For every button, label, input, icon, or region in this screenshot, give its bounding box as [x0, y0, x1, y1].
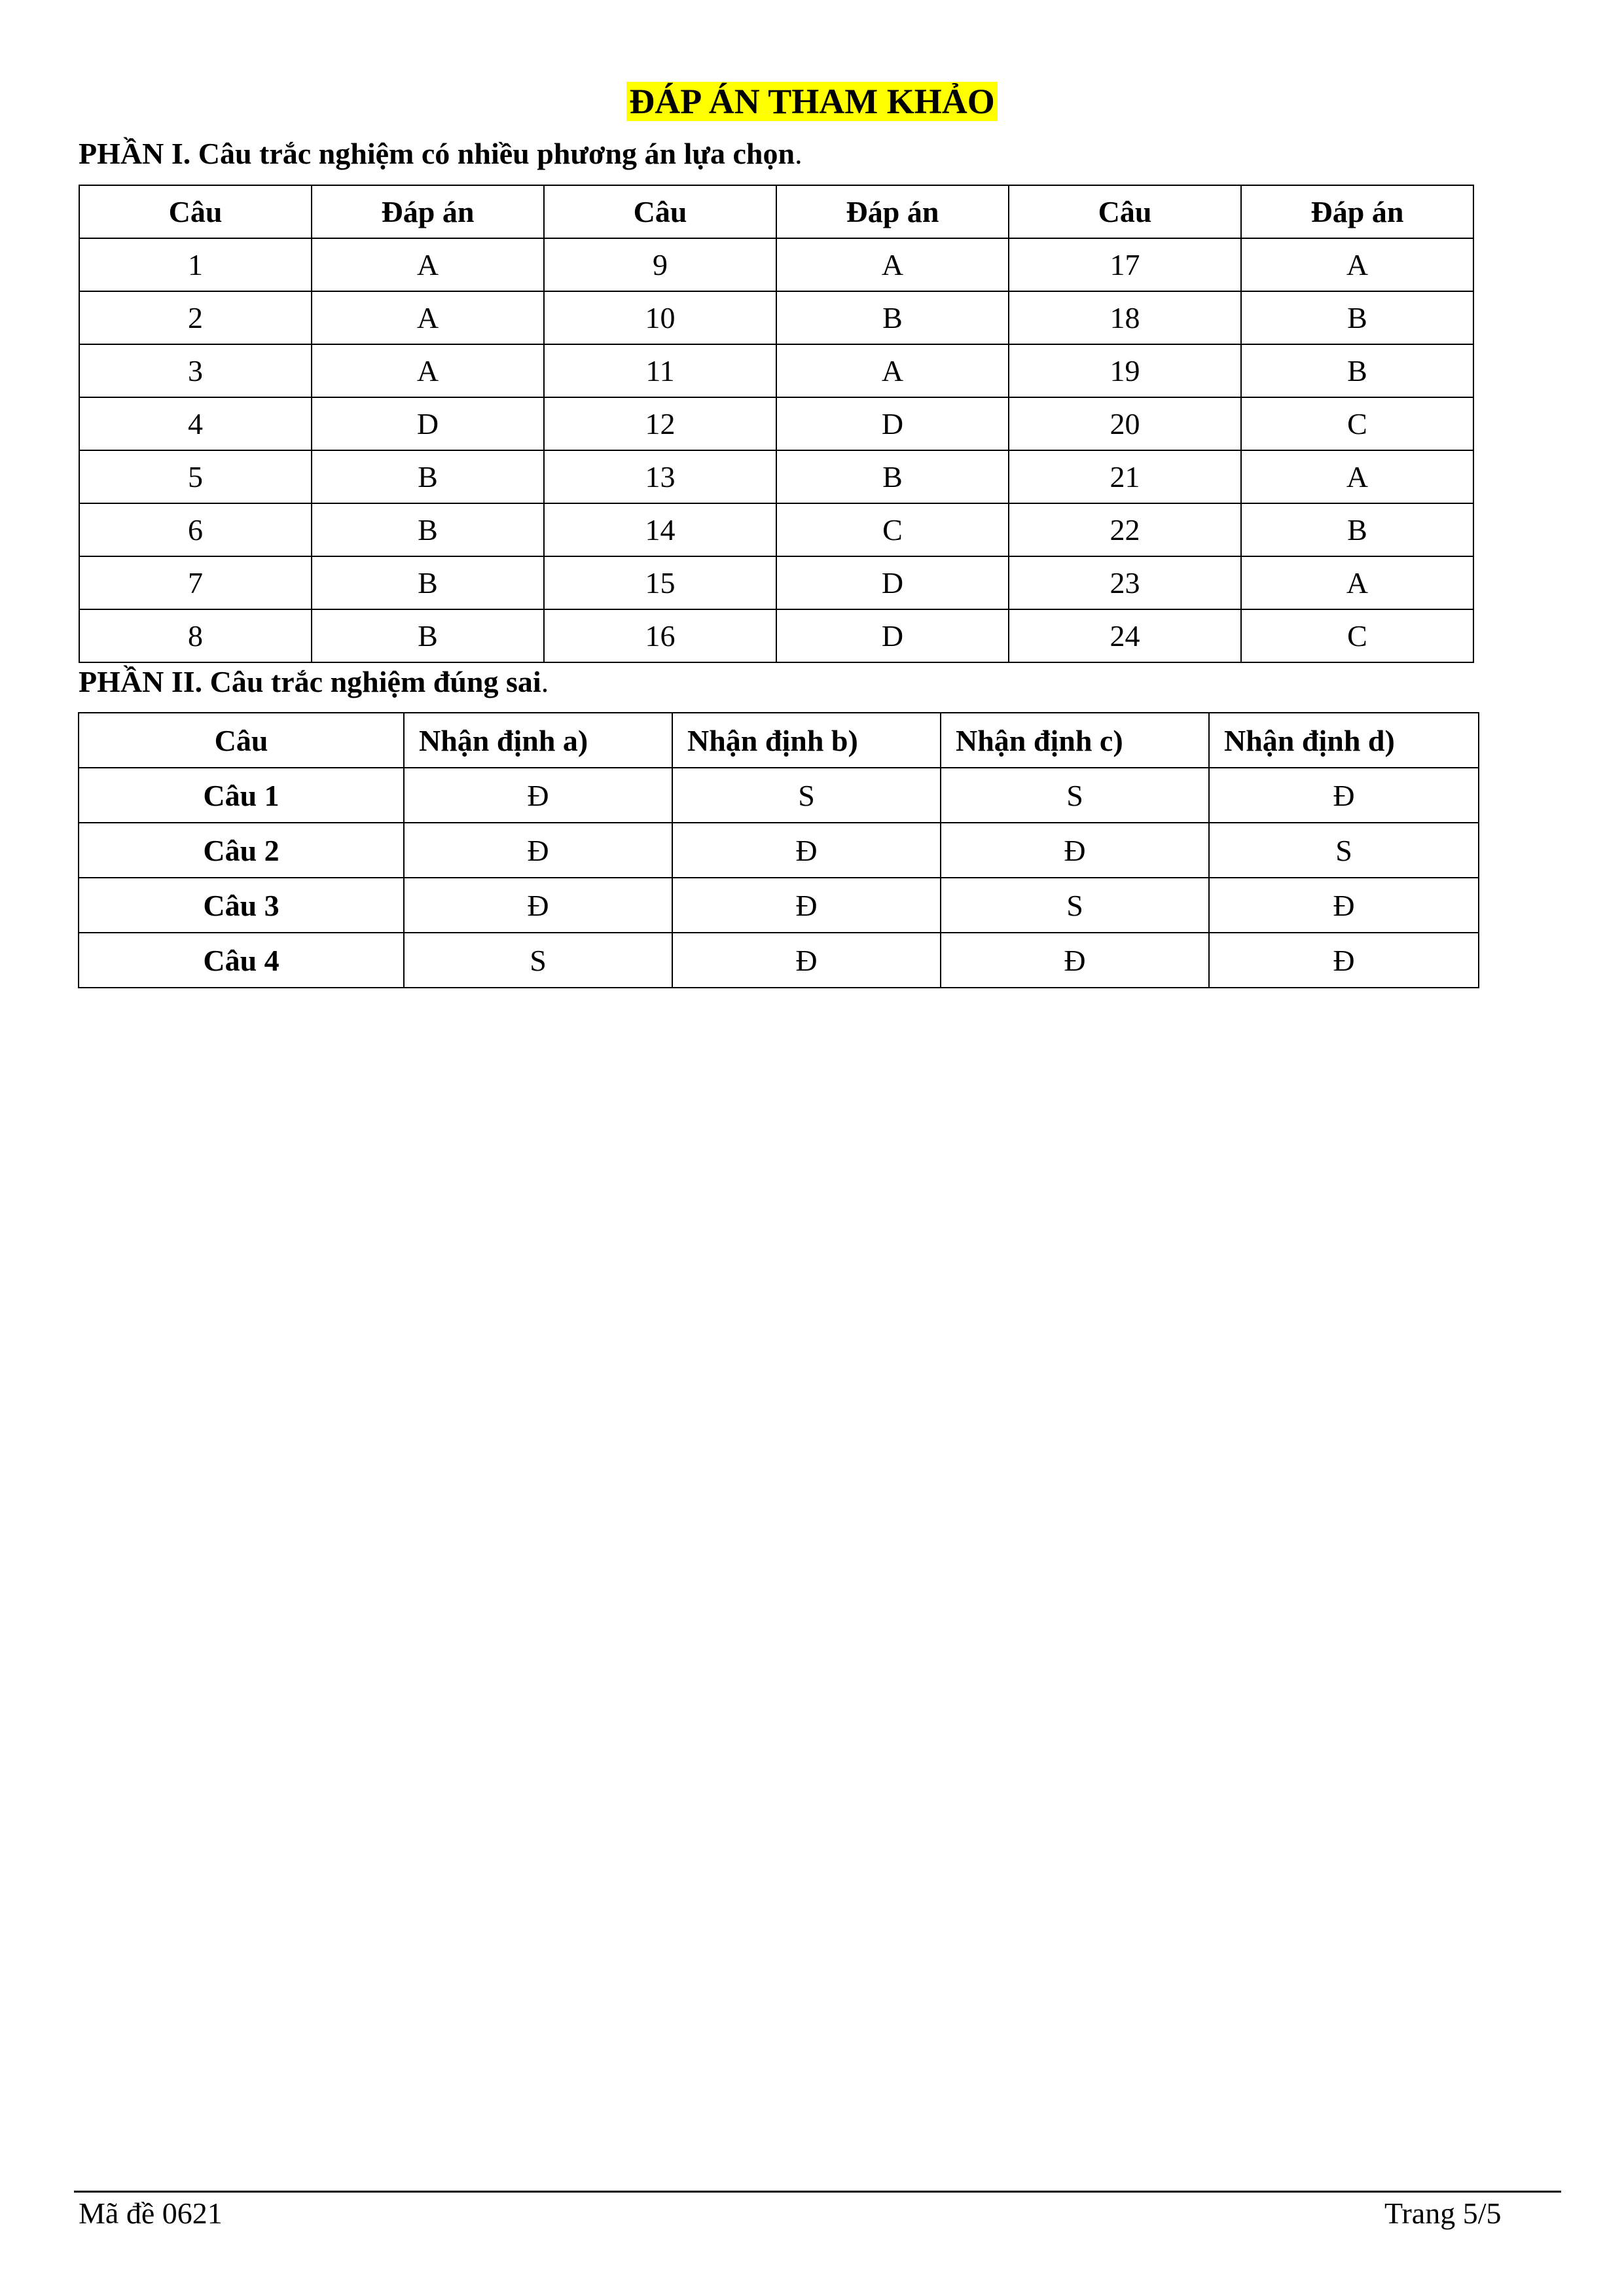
part1-table-cell: C	[1241, 397, 1473, 450]
part1-table-cell: 10	[544, 291, 776, 344]
part1-table-row	[79, 609, 1473, 662]
part1-table-cell: C	[1241, 609, 1473, 662]
part2-table-cell: Đ	[1209, 878, 1479, 933]
part2-table-cell: Đ	[404, 878, 672, 933]
part1-header-cell: Câu	[79, 185, 312, 238]
part1-table-cell: A	[312, 344, 544, 397]
part1-table-cell: 23	[1009, 556, 1241, 609]
part1-table-cell: 8	[79, 609, 312, 662]
part1-table-cell: 20	[1009, 397, 1241, 450]
part2-table-cell: S	[941, 768, 1209, 823]
part2-header-cell: Câu	[79, 713, 404, 768]
part1-table-cell: A	[776, 238, 1009, 291]
part1-table-cell: C	[776, 503, 1009, 556]
part2-table-cell: Đ	[941, 823, 1209, 878]
part1-table-cell: 15	[544, 556, 776, 609]
part1-heading-tail: .	[795, 137, 803, 170]
part1-table-cell: A	[1241, 238, 1473, 291]
part2-header-cell: Nhận định b)	[672, 713, 941, 768]
part2-table-row	[79, 878, 1479, 933]
part1-table-cell: 14	[544, 503, 776, 556]
part2-table-cell: Đ	[404, 768, 672, 823]
part1-table-cell: A	[312, 291, 544, 344]
part1-table-cell: A	[776, 344, 1009, 397]
part1-table-cell: 7	[79, 556, 312, 609]
part1-table-cell: 6	[79, 503, 312, 556]
part1-table-row	[79, 238, 1473, 291]
part1-table-cell: 17	[1009, 238, 1241, 291]
part1-table-cell: A	[1241, 556, 1473, 609]
part1-table-cell: D	[312, 397, 544, 450]
part1-table-cell: 11	[544, 344, 776, 397]
part1-table-cell: B	[1241, 291, 1473, 344]
part1-table-cell: B	[1241, 503, 1473, 556]
part1-table-cell: 24	[1009, 609, 1241, 662]
part2-table-row	[79, 768, 1479, 823]
part2-table-cell: Đ	[672, 933, 941, 988]
part1-table-cell: B	[312, 503, 544, 556]
part1-table-cell: B	[312, 556, 544, 609]
part1-table-cell: 12	[544, 397, 776, 450]
part1-table-cell: 9	[544, 238, 776, 291]
part2-header-cell: Nhận định c)	[941, 713, 1209, 768]
part1-header-cell: Đáp án	[1241, 185, 1473, 238]
part1-table-row	[79, 291, 1473, 344]
part2-table-cell: S	[1209, 823, 1479, 878]
part2-header-row	[79, 713, 1479, 768]
part1-table-cell: 13	[544, 450, 776, 503]
part1-header-cell: Câu	[1009, 185, 1241, 238]
part1-table-cell: 22	[1009, 503, 1241, 556]
part1-table-cell: 5	[79, 450, 312, 503]
part2-table-cell: S	[941, 878, 1209, 933]
part1-table-cell: 3	[79, 344, 312, 397]
part1-table-row	[79, 556, 1473, 609]
part1-table-cell: D	[776, 609, 1009, 662]
part2-heading-bold: PHẦN II. Câu trắc nghiệm đúng sai	[79, 665, 541, 698]
part1-table-cell: D	[776, 556, 1009, 609]
part1-table-cell: 16	[544, 609, 776, 662]
title-text: ĐÁP ÁN THAM KHẢO	[626, 82, 998, 121]
document-title	[0, 75, 1624, 128]
part2-answer-table	[78, 712, 1479, 988]
part1-header-cell: Đáp án	[312, 185, 544, 238]
part1-table-row	[79, 503, 1473, 556]
part2-table-cell: Đ	[672, 823, 941, 878]
part2-heading	[79, 662, 549, 702]
part1-table-row	[79, 344, 1473, 397]
part2-table-cell: Đ	[404, 823, 672, 878]
part1-table-cell: 19	[1009, 344, 1241, 397]
part2-table-row	[79, 823, 1479, 878]
part2-table-cell: S	[404, 933, 672, 988]
part2-table-cell: Đ	[1209, 933, 1479, 988]
footer-page-number: Trang 5/5	[1384, 2197, 1502, 2230]
footer-exam-code: Mã đề 0621	[79, 2197, 223, 2230]
part2-table-cell: S	[672, 768, 941, 823]
part2-table-cell: Câu 3	[79, 878, 404, 933]
part2-table-row	[79, 933, 1479, 988]
part1-table-cell: 18	[1009, 291, 1241, 344]
part1-table-cell: B	[312, 609, 544, 662]
part1-table-cell: 4	[79, 397, 312, 450]
part1-table-cell: 2	[79, 291, 312, 344]
part1-table-cell: B	[312, 450, 544, 503]
part1-table-row	[79, 397, 1473, 450]
part2-table-cell: Câu 1	[79, 768, 404, 823]
part1-table-cell: B	[776, 450, 1009, 503]
part1-heading-bold: PHẦN I. Câu trắc nghiệm có nhiều phương án lựa chọn	[79, 137, 795, 170]
part1-header-cell: Câu	[544, 185, 776, 238]
part2-table-cell: Đ	[1209, 768, 1479, 823]
part2-heading-tail: .	[541, 665, 549, 698]
part2-table-cell: Đ	[672, 878, 941, 933]
part1-answer-table	[79, 185, 1474, 663]
part2-table-cell: Câu 2	[79, 823, 404, 878]
part2-table-cell: Đ	[941, 933, 1209, 988]
part1-table-cell: 1	[79, 238, 312, 291]
part1-header-cell: Đáp án	[776, 185, 1009, 238]
part1-table-cell: D	[776, 397, 1009, 450]
part1-table-row	[79, 450, 1473, 503]
part1-heading	[79, 134, 803, 173]
part1-table-cell: A	[312, 238, 544, 291]
part1-table-cell: A	[1241, 450, 1473, 503]
part1-table-cell: 21	[1009, 450, 1241, 503]
part2-header-cell: Nhận định a)	[404, 713, 672, 768]
part2-header-cell: Nhận định d)	[1209, 713, 1479, 768]
part2-table-cell: Câu 4	[79, 933, 404, 988]
part1-header-row	[79, 185, 1473, 238]
part1-table-cell: B	[1241, 344, 1473, 397]
footer-divider	[74, 2191, 1561, 2193]
part1-table-cell: B	[776, 291, 1009, 344]
